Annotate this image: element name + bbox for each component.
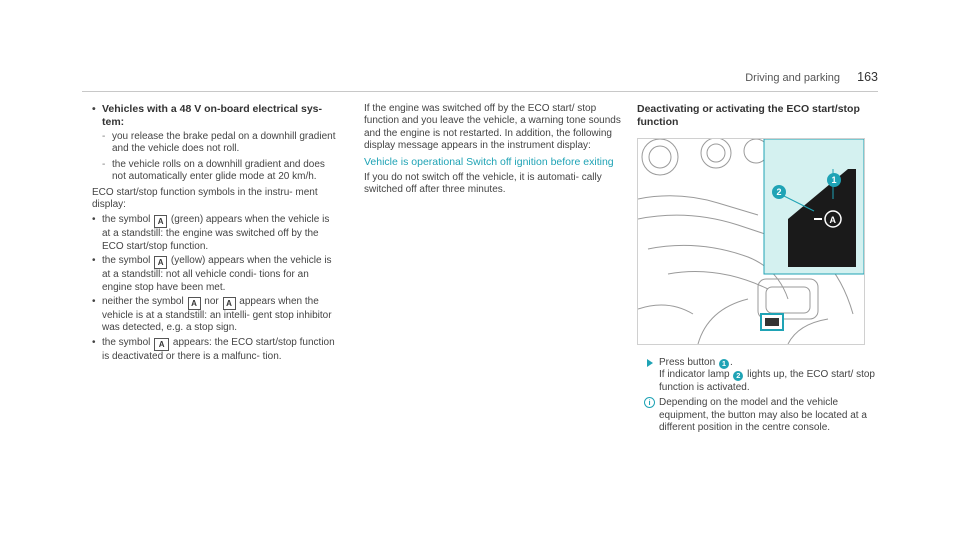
symbols-intro: ECO start/stop function symbols in the instru- ment display: xyxy=(92,186,318,211)
instruction-step: Press button 1 . If indicator lamp 2 lights up, the ECO start/ stop function is activated. xyxy=(637,357,879,394)
bullet-symbol-yellow: • the symbol A (yellow) appears when the vehicle is at a standstill: not all vehicle condi- tions for an engine stop have been met. xyxy=(92,255,340,294)
eco-symbol-icon: A xyxy=(188,297,201,310)
centre-console-illustration xyxy=(637,138,865,345)
bullet-symbol-neither: • neither the symbol A nor A appears when the vehicle is at a standstill: an intelli- gent stop inhibitor was detected, e.g. a stop sign. xyxy=(92,296,340,335)
console-drawing xyxy=(638,139,864,344)
auto-off-paragraph: If you do not switch off the vehicle, it is automati- cally switched off after three minutes. xyxy=(364,171,602,196)
header-rule xyxy=(82,91,878,92)
column-middle xyxy=(364,103,626,199)
eco-symbol-crossed-icon: A xyxy=(154,256,167,269)
eco-symbol-icon: A xyxy=(154,215,167,228)
info-note: i Depending on the model and the vehicle equipment, the button may also be located at a different position in the centre console. xyxy=(637,397,879,434)
info-icon: i xyxy=(644,397,655,408)
svg-text:A: A xyxy=(829,215,836,225)
bullet-symbol-green: • the symbol A (green) appears when the vehicle is at a standstill: the engine was switched off by the ECO start/stop function. xyxy=(92,214,340,253)
page-number: 163 xyxy=(857,70,878,84)
ref-badge-2: 2 xyxy=(733,371,743,381)
dash-item: - the vehicle rolls on a downhill gradient and does not automatically enter glide mode at 20 km/h. xyxy=(92,159,340,184)
section-title: Driving and parking xyxy=(745,72,840,84)
eco-symbol-crossed-icon: A xyxy=(223,297,236,310)
column-left xyxy=(92,103,340,365)
callout-2: 2 xyxy=(772,185,786,199)
display-message: Vehicle is operational Switch off ignition before exiting xyxy=(364,155,614,168)
warning-paragraph: If the engine was switched off by the ECO start/ stop function and you leave the vehicle, a warning tone sounds and the engine is not restarted. In addition, the following display message appears in the instrument display: xyxy=(364,103,621,152)
column-right xyxy=(637,103,879,434)
section-heading: Deactivating or activating the ECO start/stop function xyxy=(637,103,860,128)
eco-off-symbol-icon: A xyxy=(154,338,169,351)
dash-item: - you release the brake pedal on a downhill gradient and the vehicle does not roll. xyxy=(92,131,340,156)
callout-1: 1 xyxy=(827,173,841,187)
bullet-48v: • Vehicles with a 48 V on-board electrical sys- tem: xyxy=(92,103,340,129)
ref-badge-1: 1 xyxy=(719,359,729,369)
page-header xyxy=(82,70,878,92)
bullet-symbol-off: • the symbol A appears: the ECO start/stop function is deactivated or there is a malfunc- tion. xyxy=(92,337,340,363)
